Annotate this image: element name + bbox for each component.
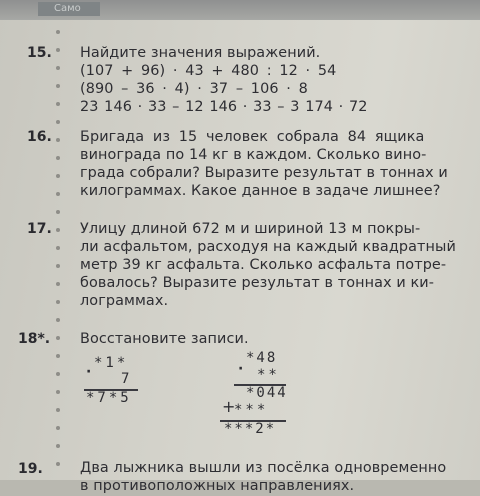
problem-19-number: 19.: [18, 461, 43, 477]
puzzle-2-row-1: *48: [246, 350, 278, 366]
puzzle-2-plus-sign: +: [222, 397, 236, 416]
problem-17-line-5: лограммах.: [80, 293, 169, 309]
problem-18-number: 18*.: [18, 331, 51, 347]
problem-15-expr-2: (890 – 36 · 4) · 37 – 106 · 8: [80, 81, 308, 97]
puzzle-2-multiply-sign: ·: [238, 361, 244, 377]
problem-17-number: 17.: [27, 221, 52, 237]
puzzle-2-partial-2: ***: [234, 402, 269, 418]
top-band: [0, 0, 480, 20]
problem-17-line-4: бовалось? Выразите результат в тоннах и ки-: [80, 275, 435, 291]
problem-15-number: 15.: [27, 45, 52, 61]
problem-16-line-1: Бригада из 15 человек собрала 84 ящика: [80, 129, 425, 145]
puzzle-1-row-1: *1*: [94, 355, 129, 371]
puzzle-1-multiply-sign: ·: [86, 364, 92, 380]
problem-16-number: 16.: [27, 129, 52, 145]
problem-19-line-2: в противоположных направлениях.: [80, 478, 355, 494]
problem-17-line-2: ли асфальтом, расходуя на каждый квадратный: [80, 239, 456, 255]
puzzle-2-partial-1: *044: [246, 385, 288, 401]
problem-17-line-1: Улицу длиной 672 м и шириной 13 м покры-: [80, 221, 421, 237]
problem-18-title: Восстановите записи.: [80, 331, 249, 347]
puzzle-1-result: *7*5: [86, 390, 132, 406]
problem-15-expr-3: 23 146 · 33 – 12 146 · 33 – 3 174 · 72: [80, 99, 368, 115]
problem-17-line-3: метр 39 кг асфальта. Сколько асфальта потре-: [80, 257, 447, 273]
problem-15-title: Найдите значения выражений.: [80, 45, 321, 61]
problem-19-line-1: Два лыжника вышли из посёлка одновременно: [80, 460, 447, 476]
puzzle-1-row-2: 7: [121, 371, 130, 387]
header-tab: Само: [38, 2, 100, 16]
problem-16-line-4: килограммах. Какое данное в задаче лишнее?: [80, 183, 441, 199]
problem-16-line-2: винограда по 14 кг в каждом. Сколько вино-: [80, 147, 427, 163]
puzzle-2-row-2: **: [257, 367, 280, 383]
problem-15-expr-1: (107 + 96) · 43 + 480 : 12 · 54: [80, 63, 337, 79]
margin-holes: [53, 22, 63, 480]
problem-16-line-3: града собрали? Выразите результат в тоннах и: [80, 165, 448, 181]
puzzle-2-result: ***2*: [224, 421, 277, 437]
